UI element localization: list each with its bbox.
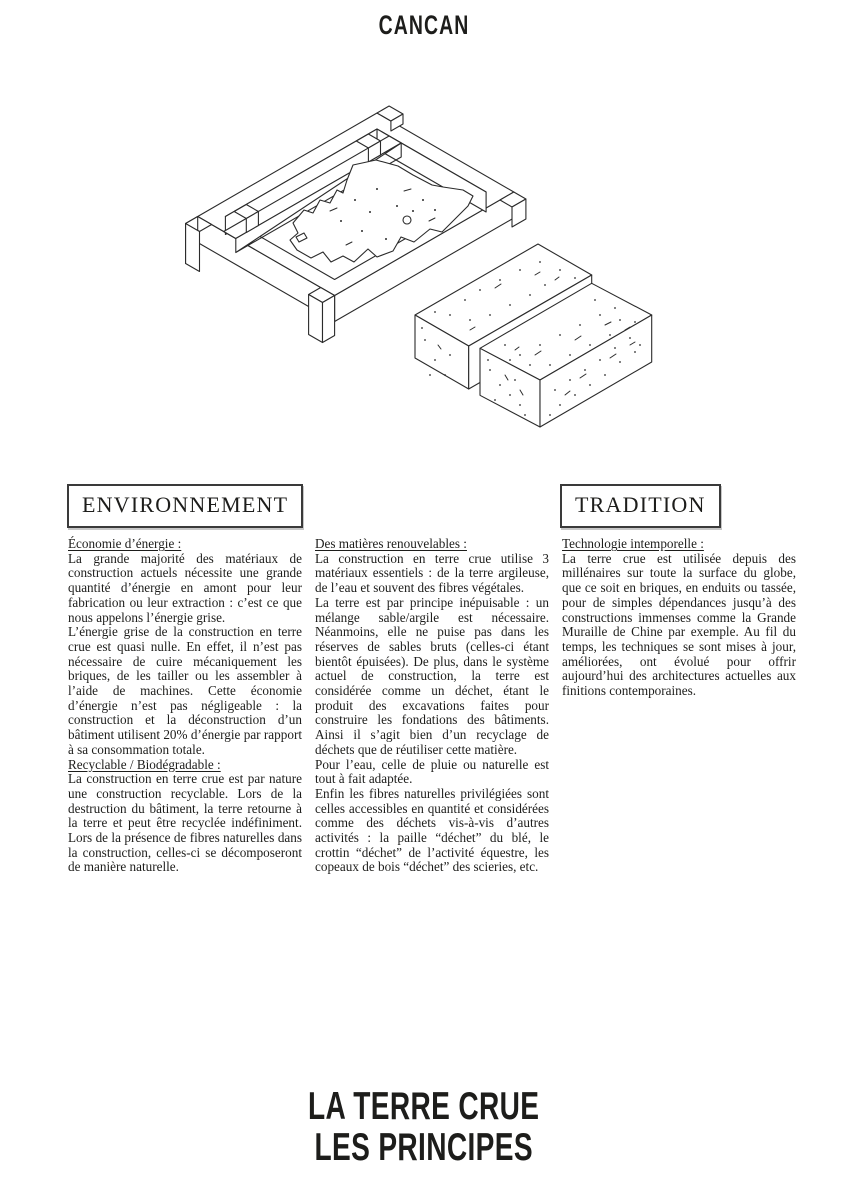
subheading-economie-energie: Économie d’énergie : [68,536,182,551]
subheading-matieres-renouvelables: Des matières renouvelables : [315,536,467,551]
subheading-technologie-intemporelle: Technologie intemporelle : [562,536,704,551]
brand-title-text: CANCAN [378,10,469,40]
paragraph: La terre crue est utilisée depuis des millénaires sur toute la surface du globe, que ce soit en briques, en enduits ou tassée, pour de simples dépendances jusqu’à des constructions immenses comme la Grande Muraille de Chine par exemple. Au fil du temps, les techniques se sont mises à jour, améliorées, ont évolué pour offrir aujourd’hui des architectures actuelles aux finitions contemporaines. [562,550,796,699]
column-tradition [562,537,796,699]
column-environnement [68,537,302,875]
section-header-environnement-label: ENVIRONNEMENT [82,492,289,517]
paragraph: Pour l’eau, celle de pluie ou naturelle est tout à fait adaptée. [315,756,549,787]
brand-title [0,10,847,41]
paragraph: L’énergie grise de la construction en terre crue est quasi nulle. En effet, il n’est pas nécessaire de cuire mécaniquement les briques, de les tailler ou les assembler à l’aide de machines. Cette économie d’énergie n’est pas négligeable : la construction et la déconstruction d’un bâtiment utilisent 20% d’énergie par rapport à sa consommation totale. [68,624,302,757]
paragraph: La terre est par principe inépuisable : un mélange sable/argile est nécessaire. Néanmoins, elle ne puise pas dans les réserves de sables bruts (celles-ci étant bientôt épuisées). De plus, dans le système actuel de construction, la terre est considérée comme un déchet, étant le produit des excavations faites pour construire les fondations des bâtiments. Ainsi il s’agit bien d’un recyclage de déchets que de réutiliser cette matière. [315,594,549,757]
subheading-recyclable-biodegradable: Recyclable / Biodégradable : [68,756,221,772]
page-title-line1: LA TERRE CRUE [307,1085,540,1128]
section-header-environnement [67,484,303,528]
paragraph: La grande majorité des matériaux de construction actuels nécessite une grande quantité d’énergie en amont pour leur fabrication ou leur extraction : c’est ce que nous appelons l’énergie grise. [68,550,302,625]
paragraph: La construction en terre crue est par nature une construction recyclable. Lors de la destruction du bâtiment, la terre retourne à la terre et peut être recyclée indéfiniment. Lors de la présence de fibres naturelles dans la construction, celles-ci se décomposeront de manière naturelle. [68,771,302,875]
page-title-line2: LES PRINCIPES [314,1126,533,1169]
section-header-tradition-label: TRADITION [575,492,706,517]
page-title [0,1086,847,1168]
brick-mold-illustration [180,90,660,450]
column-matieres-renouvelables [315,537,549,875]
section-header-tradition [560,484,721,528]
brick-mold-illustration-svg [180,90,660,450]
paragraph: La construction en terre crue utilise 3 matériaux essentiels : de la terre argileuse, de l’eau et souvent des fibres végétales. [315,550,549,596]
paragraph: Enfin les fibres naturelles privilégiées sont celles accessibles en quantité et considérées comme des déchets vis-à-vis d’autres activités : la paille “déchet” du blé, le crottin “déchet” de l’activité équestre, les copeaux de bois “déchet” des scieries, etc. [315,785,549,875]
